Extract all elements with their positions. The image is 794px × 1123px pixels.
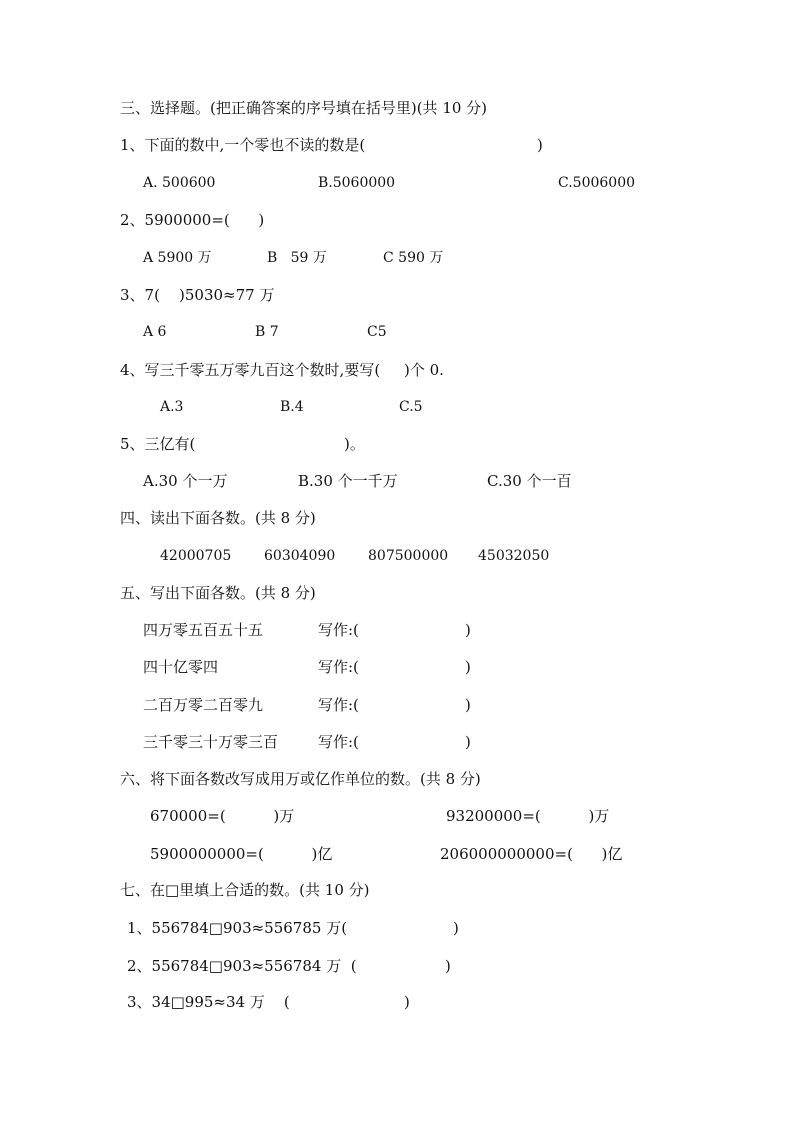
q2-option-a: A 5900 万 [143, 250, 212, 266]
section-6-heading: 六、将下面各数改写成用万或亿作单位的数。(共 8 分) [120, 770, 481, 788]
q5-option-a: A.30 个一万 [143, 472, 228, 490]
convert-row2-right: 206000000000=( )亿 [440, 845, 623, 863]
fill-item-1: 1、556784□903≈556785 万( [127, 919, 348, 937]
q3-option-b: B 7 [255, 324, 279, 340]
q1-option-a: A. 500600 [143, 175, 216, 191]
q5-option-b: B.30 个一千万 [298, 472, 398, 490]
fill-item-3: 3、34□995≈34 万 ( [127, 993, 290, 1011]
read-number-3: 807500000 [368, 548, 449, 564]
read-number-1: 42000705 [160, 548, 232, 564]
question-5-close: )。 [344, 435, 365, 453]
fill-item-2: 2、556784□903≈556784 万 ( [127, 957, 357, 975]
question-3: 3、7( )5030≈77 万 [120, 286, 275, 304]
write-close-3: ) [465, 696, 471, 714]
q4-option-c: C.5 [399, 399, 423, 415]
fill-item-3-close: ) [404, 993, 410, 1011]
fill-item-1-close: ) [453, 919, 459, 937]
write-item-3: 二百万零二百零九 [143, 696, 264, 714]
convert-row1-right: 93200000=( )万 [446, 807, 610, 825]
section-3-heading: 三、选择题。(把正确答案的序号填在括号里)(共 10 分) [120, 99, 488, 117]
question-4: 4、写三千零五万零九百这个数时,要写( )个 0. [120, 361, 444, 379]
q1-option-b: B.5060000 [318, 175, 396, 191]
read-number-2: 60304090 [264, 548, 336, 564]
question-1-close: ) [537, 136, 543, 154]
section-7-heading: 七、在□里填上合适的数。(共 10 分) [120, 881, 370, 899]
question-2: 2、5900000=( ) [120, 211, 265, 229]
q5-option-c: C.30 个一百 [487, 472, 572, 490]
q4-option-b: B.4 [280, 399, 304, 415]
q4-option-a: A.3 [160, 399, 184, 415]
write-label-4: 写作:( [318, 733, 359, 751]
write-close-1: ) [465, 621, 471, 639]
write-item-2: 四十亿零四 [143, 658, 219, 676]
section-4-heading: 四、读出下面各数。(共 8 分) [120, 509, 316, 527]
write-close-4: ) [465, 733, 471, 751]
write-label-1: 写作:( [318, 621, 359, 639]
convert-row2-left: 5900000000=( )亿 [150, 845, 333, 863]
question-5: 5、三亿有( [120, 435, 196, 453]
write-label-2: 写作:( [318, 658, 359, 676]
section-5-heading: 五、写出下面各数。(共 8 分) [120, 584, 316, 602]
q3-option-c: C5 [367, 324, 387, 340]
q1-option-c: C.5006000 [558, 175, 636, 191]
write-item-1: 四万零五百五十五 [143, 621, 264, 639]
question-1: 1、下面的数中,一个零也不读的数是( [120, 136, 366, 154]
write-label-3: 写作:( [318, 696, 359, 714]
read-number-4: 45032050 [478, 548, 550, 564]
q2-option-c: C 590 万 [383, 250, 444, 266]
q3-option-a: A 6 [143, 324, 167, 340]
write-close-2: ) [465, 658, 471, 676]
write-item-4: 三千零三十万零三百 [143, 733, 279, 751]
q2-option-b: B 59 万 [267, 250, 327, 266]
fill-item-2-close: ) [445, 957, 451, 975]
convert-row1-left: 670000=( )万 [150, 807, 295, 825]
